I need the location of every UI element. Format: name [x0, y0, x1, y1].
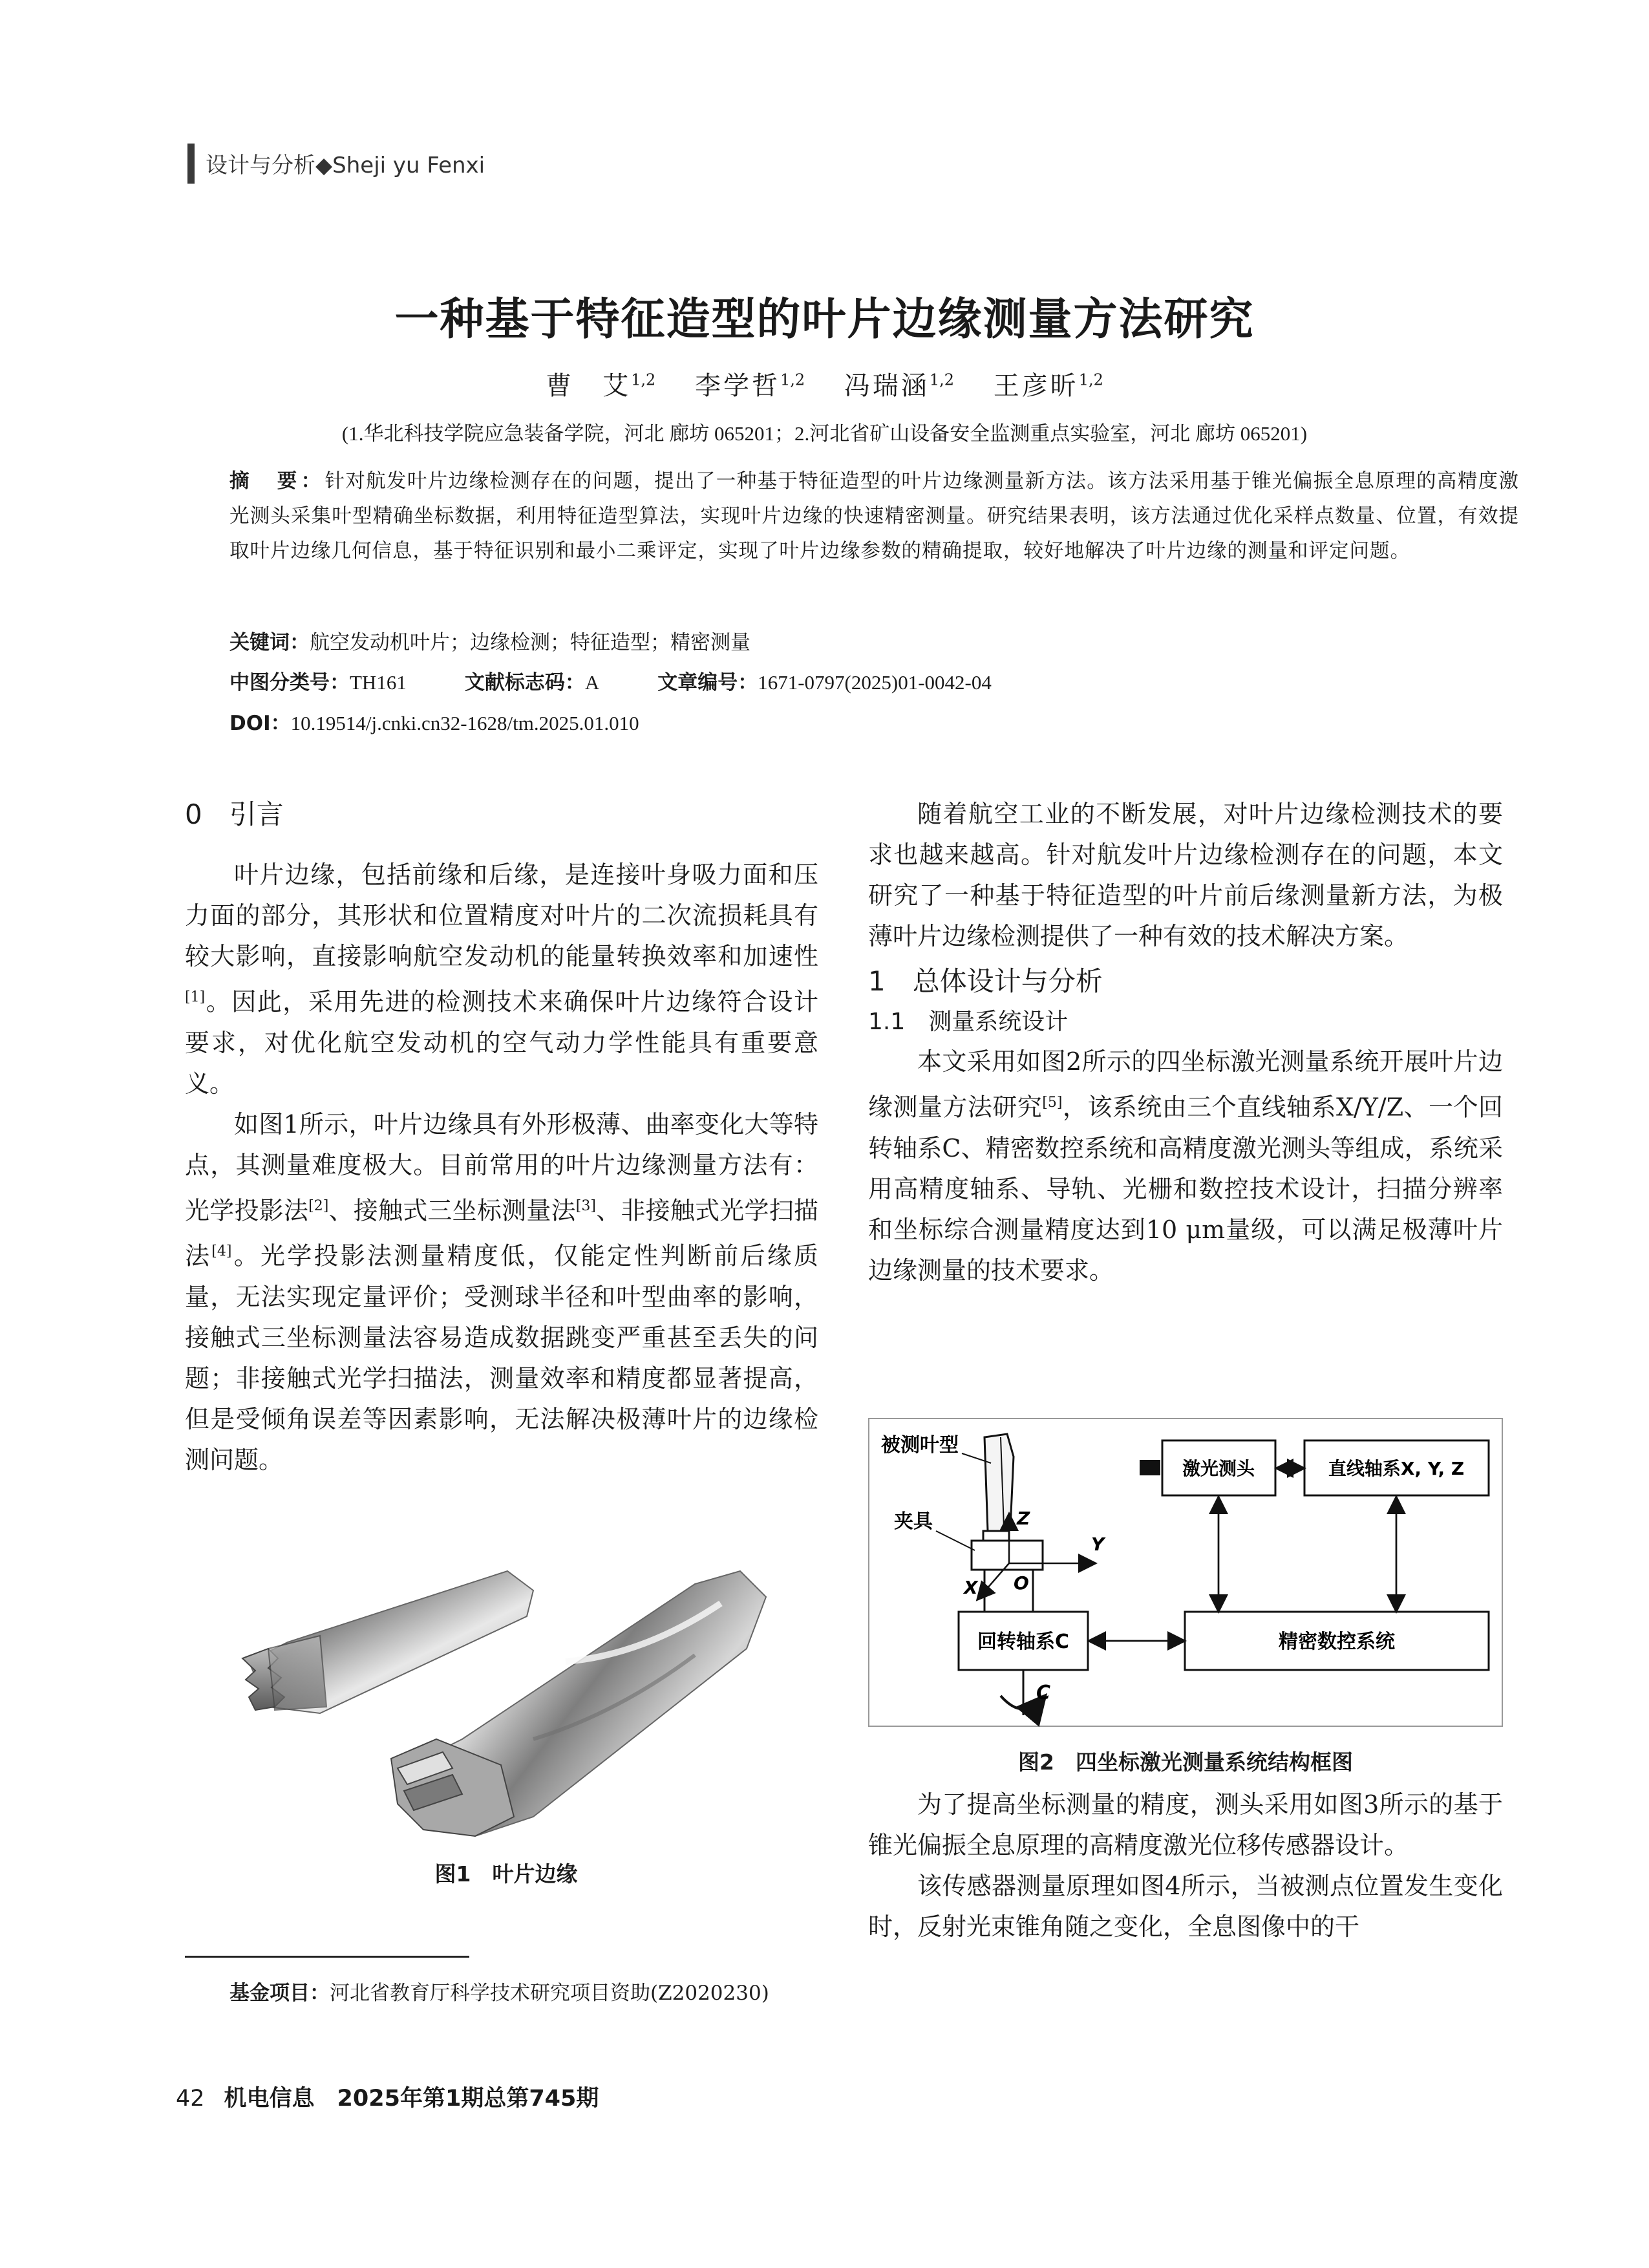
citation[interactable]: [4] — [211, 1243, 232, 1260]
funding-text: 河北省教育厅科学技术研究项目资助(Z2020230) — [330, 1982, 769, 2005]
affiliation: (1.华北科技学院应急装备学院，河北 廊坊 065201；2.河北省矿山设备安全监测重点实验室，河北 廊坊 065201) — [341, 422, 1308, 445]
laser-head-label: 激光测头 — [1182, 1458, 1255, 1479]
paragraph: 该传感器测量原理如图4所示，当被测点位置发生变化时，反射光束锥角随之变化，全息图像中的干 — [868, 1872, 1503, 1941]
doi-label: DOI： — [229, 712, 291, 735]
laser-emitter — [1140, 1460, 1160, 1475]
section-heading-1: 1 总体设计与分析 — [868, 965, 1103, 997]
author: 曹 艾$^{1,2}$ — [546, 370, 656, 401]
section-heading-0: 0 引言 — [185, 798, 284, 830]
figure2-caption: 图2 四坐标激光测量系统结构框图 — [1018, 1749, 1353, 1775]
page-footer — [176, 2081, 599, 2113]
keywords-text: 航空发动机叶片；边缘检测；特征造型；精密测量 — [310, 631, 750, 654]
header-section-cn: 设计与分析 — [206, 153, 315, 178]
linear-axes-label: 直线轴系X, Y, Z — [1328, 1458, 1465, 1479]
subsection-heading-1-1: 1.1 测量系统设计 — [868, 1009, 1069, 1035]
page-number: 42 — [176, 2086, 205, 2112]
right-column-lower — [868, 1784, 1503, 1947]
funding-footnote — [229, 1976, 769, 2006]
left-column — [185, 855, 818, 1481]
doc-code: A — [584, 671, 600, 694]
doi-line — [229, 707, 639, 736]
axis-label-x: X — [964, 1577, 978, 1598]
figure1-caption: 图1 叶片边缘 — [434, 1861, 578, 1887]
paragraph: 如图1所示，叶片边缘具有外形极薄、曲率变化大等特点，其测量难度极大。目前常用的叶片边缘测量方法有：光学投影法[2]、接触式三坐标测量法[3]、非接触式光学扫描法[4]。光学投影法测量精度低，仅能定性判断前后缘质量，无法实现定量评价；受测球半径和叶型曲率的影响，接触式三坐标测量法容易造成数据跳变严重甚至丢失的问题；非接触式光学扫描法，测量效率和精度都显著提高，但是受倾角误差等因素影响，无法解决极薄叶片的边缘检测问题。 — [185, 1109, 818, 1474]
blade-edge-photo — [229, 1545, 782, 1849]
running-header — [206, 147, 485, 179]
citation[interactable]: [5] — [1042, 1095, 1063, 1111]
header-section-en: Sheji yu Fenxi — [332, 153, 485, 178]
citation[interactable]: [2] — [308, 1197, 329, 1214]
author: 冯瑞涵$^{1,2}$ — [844, 370, 955, 401]
paper-title: 一种基于特征造型的叶片边缘测量方法研究 — [394, 294, 1255, 345]
abstract — [229, 464, 1519, 569]
axis-label-y: Y — [1091, 1534, 1105, 1555]
footnote-rule — [185, 1956, 469, 1958]
system-block-diagram — [868, 1418, 1503, 1727]
cnc-system-label: 精密数控系统 — [1279, 1631, 1395, 1653]
axis-label-z: Z — [1017, 1508, 1030, 1529]
abstract-label: 摘 要： — [229, 470, 325, 493]
rotary-axis-label: 回转轴系C — [977, 1631, 1070, 1653]
doi-value: 10.19514/j.cnki.cn32-1628/tm.2025.01.010 — [290, 712, 639, 734]
doc-code-label: 文献标志码： — [464, 671, 585, 694]
clc-code: TH161 — [350, 671, 407, 694]
author: 王彦昕$^{1,2}$ — [993, 370, 1103, 401]
abstract-text: 针对航发叶片边缘检测存在的问题，提出了一种基于特征造型的叶片边缘测量新方法。该方法采用基于锥光偏振全息原理的高精度激光测头采集叶型精确坐标数据，利用特征造型算法，实现叶片边缘的快速精密测量。研究结果表明，该方法通过优化采样点数量、位置，有效提取叶片边缘几何信息，基于特征识别和最小二乘评定，实现了叶片边缘参数的精确提取，较好地解决了叶片边缘的测量和评定问题。 — [229, 470, 1520, 562]
section-marker-bar — [187, 144, 195, 184]
citation[interactable]: [1] — [185, 989, 206, 1005]
axis-label-o: O — [1014, 1572, 1029, 1594]
classification-line — [229, 666, 992, 695]
paragraph: 本文采用如图2所示的四坐标激光测量系统开展叶片边缘测量方法研究[5]，该系统由三个直线轴系X/Y/Z、一个回转轴系C、精密数控系统和高精度激光测头等组成，系统采用高精度轴系、导轨、光栅和数控技术设计，扫描分辨率和坐标综合测量精度达到10 μm量级，可以满足极薄叶片边缘测量的技术要求。 — [868, 1047, 1503, 1285]
paragraph: 叶片边缘，包括前缘和后缘，是连接叶身吸力面和压力面的部分，其形状和位置精度对叶片的二次流损耗具有较大影响，直接影响航空发动机的能量转换效率和加速性[1]。因此，采用先进的检测技术来确保叶片边缘符合设计要求，对优化航空发动机的空气动力学性能具有重要意义。 — [185, 861, 818, 1098]
journal-issue: 机电信息 2025年第1期总第745期 — [224, 2086, 599, 2112]
axis-label-c: C — [1036, 1682, 1051, 1704]
label-blade: 被测叶型 — [881, 1434, 959, 1457]
article-number-label: 文章编号： — [657, 671, 758, 694]
paragraph: 为了提高坐标测量的精度，测头采用如图3所示的基于锥光偏振全息原理的高精度激光位移传感器设计。 — [868, 1790, 1503, 1859]
keywords — [229, 626, 750, 655]
keywords-label: 关键词： — [229, 631, 310, 654]
author: 李学哲$^{1,2}$ — [694, 370, 805, 401]
funding-label: 基金项目： — [229, 1982, 330, 2005]
paragraph: 随着航空工业的不断发展，对叶片边缘检测技术的要求也越来越高。针对航发叶片边缘检测存在的问题，本文研究了一种基于特征造型的叶片前后缘测量新方法，为极薄叶片边缘检测提供了一种有效的技术解决方案。 — [868, 800, 1503, 950]
author-list — [0, 365, 1649, 402]
citation[interactable]: [3] — [575, 1197, 596, 1214]
header-separator: ◆ — [315, 153, 333, 178]
article-number: 1671-0797(2025)01-0042-04 — [758, 671, 992, 694]
right-column — [868, 794, 1503, 1291]
clc-label: 中图分类号： — [229, 671, 350, 694]
label-fixture: 夹具 — [894, 1510, 933, 1533]
